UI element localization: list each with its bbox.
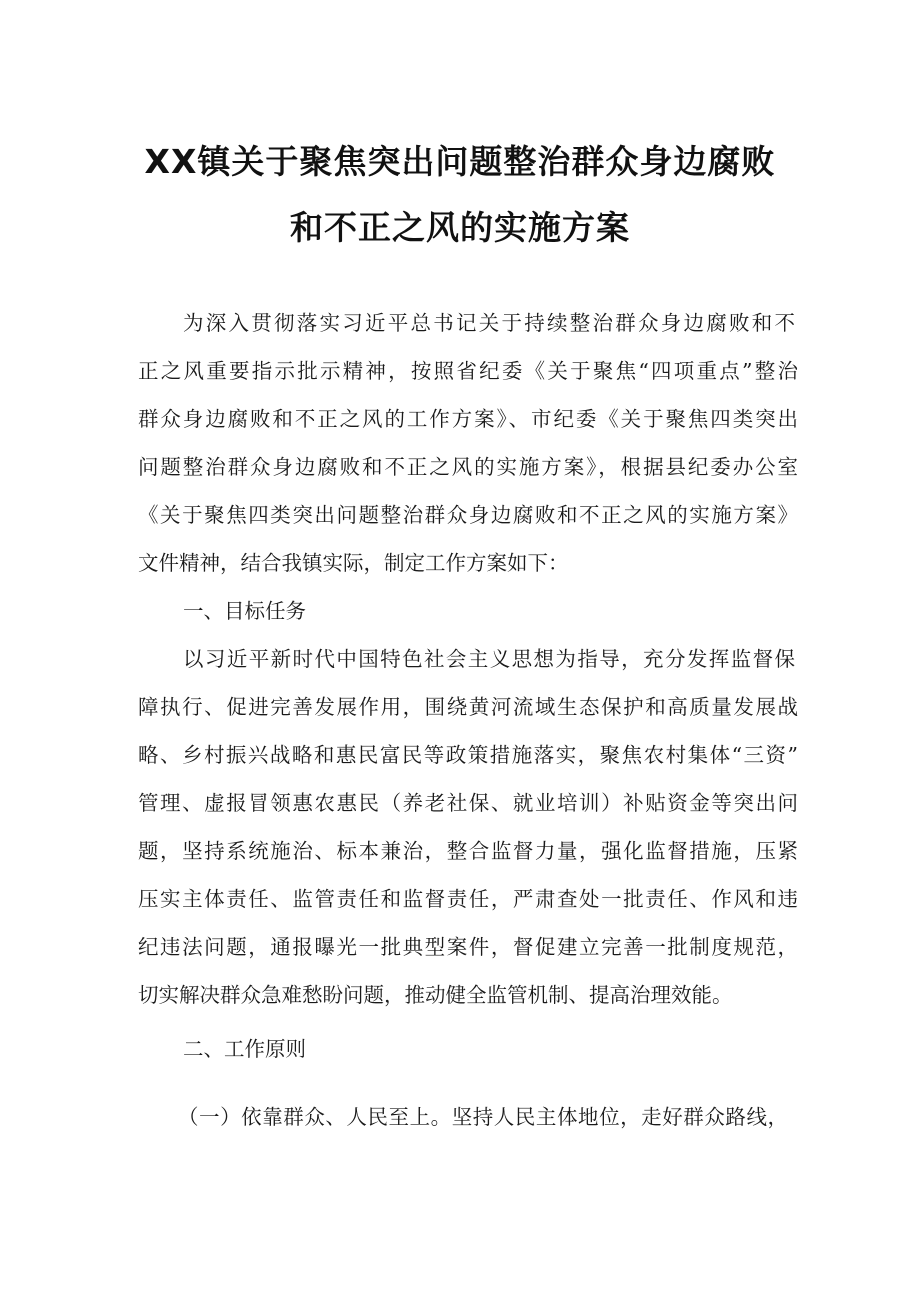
paragraph-intro-line-1: 为深入贯彻落实习近平总书记关于持续整治群众身边腐败和不 — [183, 311, 795, 335]
paragraph-intro-line-4: 问题整治群众身边腐败和不正之风的实施方案》，根据县纪委办公室 — [138, 455, 798, 479]
paragraph-goals-line-7: 纪违法问题，通报曝光一批典型案件，督促建立完善一批制度规范， — [138, 935, 798, 959]
paragraph-goals-line-4: 管理、虚报冒领惠农惠民（养老社保、就业培训）补贴资金等突出问 — [138, 791, 798, 815]
section-heading-2: 二、工作原则 — [183, 1037, 306, 1061]
section-heading-1: 一、目标任务 — [183, 599, 306, 623]
paragraph-intro-line-5: 《关于聚焦四类突出问题整治群众身边腐败和不正之风的实施方案》 — [138, 503, 798, 527]
paragraph-goals-line-5: 题，坚持系统施治、标本兼治，整合监督力量，强化监督措施，压紧 — [138, 839, 798, 863]
paragraph-goals-line-2: 障执行、促进完善发展作用，围绕黄河流域生态保护和高质量发展战 — [138, 695, 798, 719]
document-title-line-2: 和不正之风的实施方案 — [290, 208, 630, 247]
subsection-1-line-1: （一）依靠群众、人民至上。坚持人民主体地位，走好群众路线， — [178, 1105, 788, 1129]
paragraph-goals-line-6: 压实主体责任、监管责任和监督责任，严肃查处一批责任、作风和违 — [138, 887, 798, 911]
paragraph-intro-line-3: 群众身边腐败和不正之风的工作方案》、市纪委《关于聚焦四类突出 — [138, 407, 798, 431]
paragraph-intro-line-6: 文件精神，结合我镇实际，制定工作方案如下： — [138, 551, 569, 575]
paragraph-goals-line-3: 略、乡村振兴战略和惠民富民等政策措施落实，聚焦农村集体“三资” — [138, 743, 798, 767]
paragraph-goals-line-1: 以习近平新时代中国特色社会主义思想为指导，充分发挥监督保 — [183, 647, 795, 671]
paragraph-intro-line-2: 正之风重要指示批示精神，按照省纪委《关于聚焦“四项重点”整治 — [138, 359, 798, 383]
document-title-line-1: XX镇关于聚焦突出问题整治群众身边腐败 — [144, 142, 776, 181]
paragraph-goals-line-8: 切实解决群众急难愁盼问题，推动健全监管机制、提高治理效能。 — [138, 983, 733, 1007]
